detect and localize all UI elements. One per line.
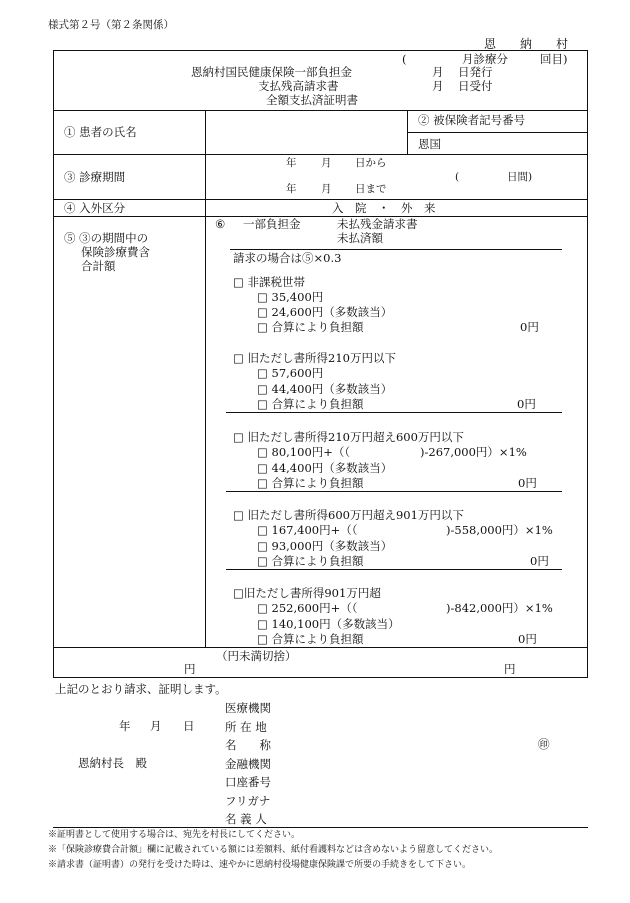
period-open: ( xyxy=(402,52,407,66)
sign-month: 月 xyxy=(150,719,162,733)
received-month: 月 xyxy=(432,79,444,93)
rounding-note: （円未満切捨） xyxy=(216,649,297,663)
group-item: □ 合算により負担額 xyxy=(257,397,364,411)
group-zero: 0円 xyxy=(518,476,537,490)
group-header: □ 旧ただし書所得600万円超え901万円以下 xyxy=(233,508,464,522)
insured-number-label: ② 被保険者記号番号 xyxy=(418,113,526,127)
from-month: 月 xyxy=(321,157,332,169)
section6-option-paid: 未払済額 xyxy=(337,231,383,245)
total-label-3: 合計額 xyxy=(81,259,116,273)
doc-title-1: 恩納村国民健康保険一部負担金 xyxy=(191,65,352,79)
group-item: □ 44,400円（多数該当） xyxy=(257,382,393,396)
from-day: 日から xyxy=(355,157,387,169)
group-item: □ 35,400円 xyxy=(257,290,324,304)
group-item: □ 167,400円+（（ xyxy=(257,523,358,537)
mayor-address: 恩納村長 殿 xyxy=(78,756,147,770)
section6-title: 一部負担金 xyxy=(243,217,301,231)
section6-number: ⑥ xyxy=(215,217,226,231)
to-day: 日まで xyxy=(355,183,387,195)
village-header: 恩 納 村 xyxy=(484,37,569,51)
form-number: 様式第２号（第２条関係） xyxy=(48,19,174,31)
received-day: 日受付 xyxy=(458,79,493,93)
from-year: 年 xyxy=(286,157,297,169)
note-2: ※「保険診療費合計額」欄に記載されている額には差額料、紙付看護料などは含めないよう留意してください。 xyxy=(48,845,499,855)
group-zero: 0円 xyxy=(520,320,539,334)
group-header: □ 旧ただし書所得210万円超え600万円以下 xyxy=(233,430,464,444)
group-item: □ 252,600円+（（ xyxy=(257,601,358,615)
patient-name-label: ① 患者の氏名 xyxy=(64,125,137,139)
sign-day: 日 xyxy=(183,719,195,733)
issued-month: 月 xyxy=(432,65,444,79)
institution-label: 医療機関 xyxy=(225,701,271,715)
group-formula-tail: )-558,000円）×1% xyxy=(446,523,553,537)
group-zero: 0円 xyxy=(530,554,549,568)
group-item: □ 合算により負担額 xyxy=(257,320,364,334)
issued-day: 日発行 xyxy=(458,65,493,79)
seal-icon: ㊞ xyxy=(538,737,550,751)
total-label-2: 保険診療費含 xyxy=(81,245,150,259)
to-year: 年 xyxy=(286,183,297,195)
claim-rate-note: 請求の場合は⑤×0.3 xyxy=(233,251,342,265)
group-item: □ 合算により負担額 xyxy=(257,476,364,490)
total-label-1: ⑤ ③の期間中の xyxy=(64,231,149,245)
yen-left: 円 xyxy=(184,662,196,676)
group-item: □ 合算により負担額 xyxy=(257,632,364,646)
insured-prefix: 恩国 xyxy=(418,137,441,151)
period-label: ③ 診療期間 xyxy=(64,170,126,184)
section6-option-claim: 未払残金請求書 xyxy=(337,217,418,231)
group-item: □ 80,100円+（（ xyxy=(257,445,351,459)
address-label: 所 在 地 xyxy=(225,720,267,734)
group-item: □ 140,100円（多数該当） xyxy=(257,617,400,631)
group-zero: 0円 xyxy=(518,632,537,646)
group-header: □ 非課税世帯 xyxy=(233,275,306,289)
yen-right: 円 xyxy=(504,662,516,676)
group-formula-tail: )-267,000円）×1% xyxy=(420,445,527,459)
account-holder-label: 名 義 人 xyxy=(225,812,267,826)
certify-text: 上記のとおり請求、証明します。 xyxy=(55,682,227,696)
group-zero: 0円 xyxy=(517,397,536,411)
to-month: 月 xyxy=(321,183,332,195)
days-open: ( xyxy=(455,171,460,183)
furigana-label: フリガナ xyxy=(225,794,271,808)
group-header: □ 旧ただし書所得210万円以下 xyxy=(233,351,396,365)
inout-label: ④ 入外区分 xyxy=(64,201,126,215)
claim-times: 回目) xyxy=(540,52,568,66)
group-item: □ 93,000円（多数該当） xyxy=(257,539,393,553)
bank-label: 金融機関 xyxy=(225,757,271,771)
group-item: □ 合算により負担額 xyxy=(257,554,364,568)
days-count: 日間) xyxy=(507,171,533,183)
inout-value: 入 院 ・ 外 来 xyxy=(332,201,436,215)
group-header: □旧ただし書所得901万円超 xyxy=(233,586,381,600)
group-formula-tail: )-842,000円）×1% xyxy=(446,601,553,615)
doc-title-3: 全額支払済証明書 xyxy=(266,93,358,107)
note-3: ※請求書（証明書）の発行を受けた時は、速やかに恩納村役場健康保険課で所要の手続きをして下さい。 xyxy=(48,860,472,870)
group-item: □ 44,400円（多数該当） xyxy=(257,461,393,475)
doc-title-2: 支払残高請求書 xyxy=(258,79,339,93)
group-item: □ 24,600円（多数該当） xyxy=(257,305,393,319)
month-claim: 月診療分 xyxy=(462,52,508,66)
group-item: □ 57,600円 xyxy=(257,366,324,380)
account-number-label: 口座番号 xyxy=(225,775,271,789)
note-1: ※証明書として使用する場合は、宛先を村長にしてください。 xyxy=(48,830,301,840)
sign-year: 年 xyxy=(119,719,131,733)
name-label: 名 称 xyxy=(225,738,271,752)
